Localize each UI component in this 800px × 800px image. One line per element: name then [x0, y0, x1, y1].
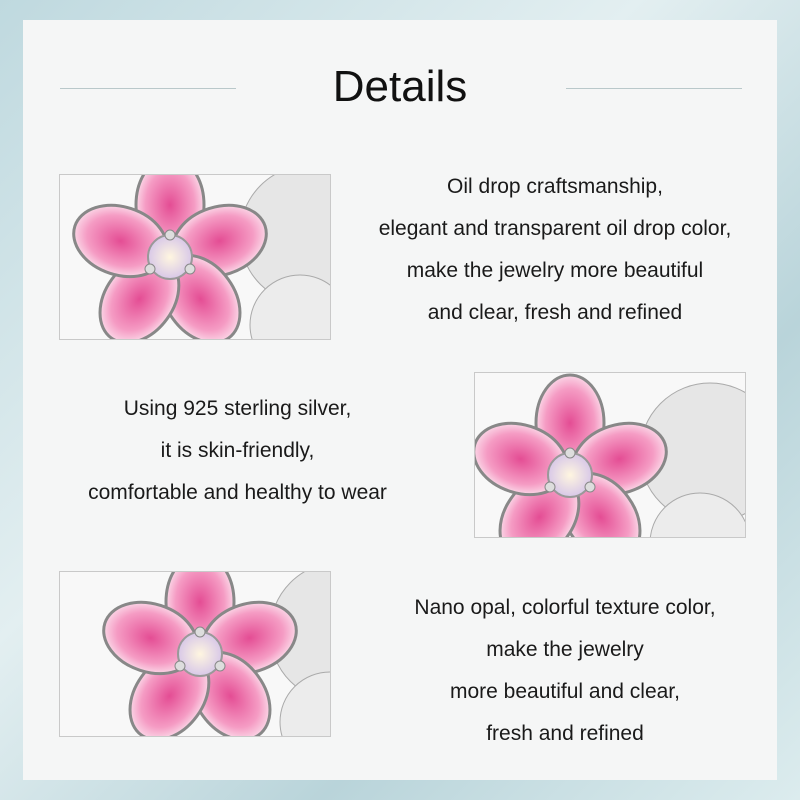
text-line: fresh and refined	[486, 722, 644, 745]
text-line: more beautiful and clear,	[450, 680, 680, 703]
product-photo-3	[59, 571, 331, 737]
text-line: and clear, fresh and refined	[427, 301, 683, 324]
text-line: elegant and transparent oil drop color,	[378, 217, 732, 240]
product-photo-2	[474, 372, 746, 538]
text-line: Oil drop craftsmanship,	[447, 175, 663, 198]
page-title: Details	[332, 62, 468, 111]
text-line: Nano opal, colorful texture color,	[414, 596, 716, 619]
text-line: make the jewelry	[486, 638, 644, 661]
section-2-text	[40, 388, 435, 514]
text-line: it is skin-friendly,	[160, 439, 315, 462]
flower-charm-image	[60, 572, 330, 736]
text-line: comfortable and healthy to wear	[88, 481, 387, 504]
section-3-text	[355, 587, 775, 755]
flower-charm-image	[475, 373, 745, 537]
section-1-text	[345, 166, 765, 334]
text-line: Using 925 sterling silver,	[123, 397, 352, 420]
flower-charm-image	[60, 175, 330, 339]
text-line: make the jewelry more beautiful	[406, 259, 704, 282]
product-photo-1	[59, 174, 331, 340]
